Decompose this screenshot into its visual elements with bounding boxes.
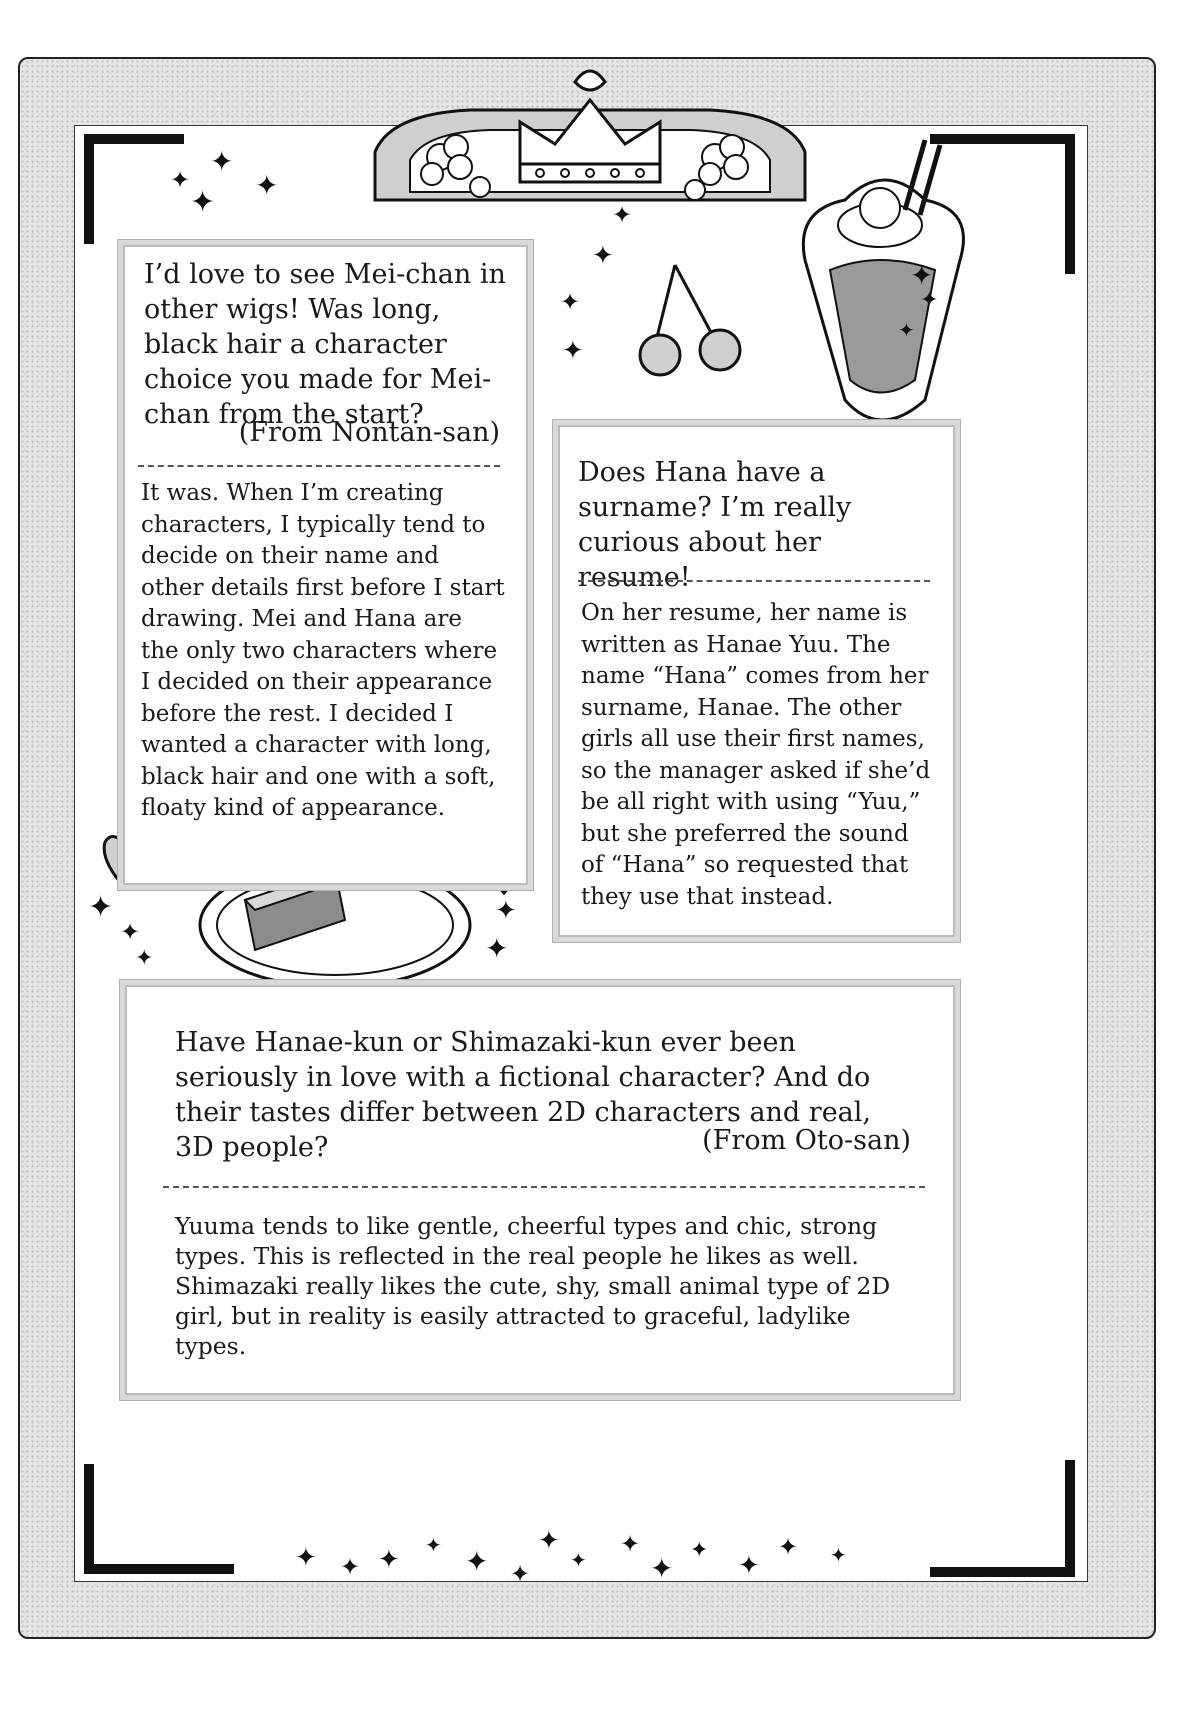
sparkle-icon: ✦ (592, 241, 614, 271)
sparkle-icon: ✦ (538, 1526, 560, 1556)
sparkle-icon: ✦ (485, 932, 509, 965)
corner-bracket-bottom-right (930, 1567, 1075, 1577)
sparkle-icon: ✦ (495, 896, 517, 926)
corner-bracket-top-right-vert (1065, 134, 1075, 274)
corner-bracket-top-left-vert (84, 134, 94, 244)
question-text: I’d love to see Mei-chan in other wigs! Was long, black hair a character choice you made for Mei-chan from the start? (144, 259, 506, 430)
sparkle-icon: ✦ (255, 169, 279, 202)
answer-text: On her resume, her name is written as Hanae Yuu. The name “Hana” comes from her surname, Hanae. The other girls all use their first names, so the manager asked if she’d be all right with using “Yuu,” but she preferred the sound of “Hana” so requested that they use that instead. (581, 600, 931, 910)
divider (138, 465, 500, 467)
sparkle-icon: ✦ (920, 288, 939, 313)
sparkle-icon: ✦ (340, 1553, 361, 1581)
corner-bracket-top-left (84, 134, 184, 144)
sparkle-icon: ✦ (88, 890, 114, 925)
sparkle-icon: ✦ (898, 318, 915, 342)
sparkle-icon: ✦ (650, 1552, 674, 1585)
sparkle-icon: ✦ (612, 201, 633, 229)
sparkle-icon: ✦ (120, 918, 141, 946)
sparkle-icon: ✦ (378, 1545, 400, 1575)
sparkle-icon: ✦ (210, 145, 234, 178)
sparkle-icon: ✦ (830, 1543, 847, 1567)
sparkle-icon: ✦ (690, 1538, 709, 1563)
corner-bracket-bottom-left-vert (84, 1464, 94, 1574)
question-text: Does Hana have a surname? I’m really curious about her resume! (578, 457, 852, 593)
sparkle-icon: ✦ (620, 1530, 641, 1558)
answer-text: It was. When I’m creating characters, I typically tend to decide on their name and other details first before I start drawing. Mei and Hana are the only two characters where I decided on their appearance before the rest. I decided I wanted a character with long, black hair and one with a soft, floaty kind of appearance. (141, 480, 505, 821)
sparkle-icon: ✦ (510, 1560, 531, 1588)
corner-bracket-bottom-left (84, 1564, 234, 1574)
question-text: Have Hanae-kun or Shimazaki-kun ever been seriously in love with a fictional character? And do their tastes differ between 2D characters and real, 3D people? (175, 1027, 872, 1163)
sparkle-icon: ✦ (560, 288, 581, 316)
cherry-icon (635, 255, 785, 385)
question-credit: (From Nontan-san) (238, 417, 500, 448)
sparkle-icon: ✦ (135, 946, 154, 971)
sparkle-icon: ✦ (738, 1551, 760, 1581)
sparkle-icon: ✦ (425, 1533, 442, 1557)
answer-text: Yuuma tends to like gentle, cheerful types and chic, strong types. This is reflected in the real people he likes as well. Shimazaki really likes the cute, shy, small animal type of 2D girl, but in reality is easily attracted to graceful, ladylike types. (175, 1212, 891, 1360)
divider (578, 580, 930, 582)
parfait-icon (775, 140, 985, 440)
sparkle-icon: ✦ (778, 1533, 799, 1561)
divider (163, 1186, 925, 1188)
sparkle-icon: ✦ (170, 166, 191, 194)
sparkle-icon: ✦ (570, 1548, 587, 1572)
crown-icon (370, 52, 810, 202)
sparkle-icon: ✦ (190, 185, 216, 220)
question-credit: (From Oto-san) (702, 1125, 911, 1156)
sparkle-icon: ✦ (465, 1545, 489, 1578)
sparkle-icon: ✦ (562, 336, 584, 366)
sparkle-icon: ✦ (910, 259, 934, 292)
sparkle-icon: ✦ (295, 1543, 317, 1573)
corner-bracket-bottom-right-vert (1065, 1460, 1075, 1577)
